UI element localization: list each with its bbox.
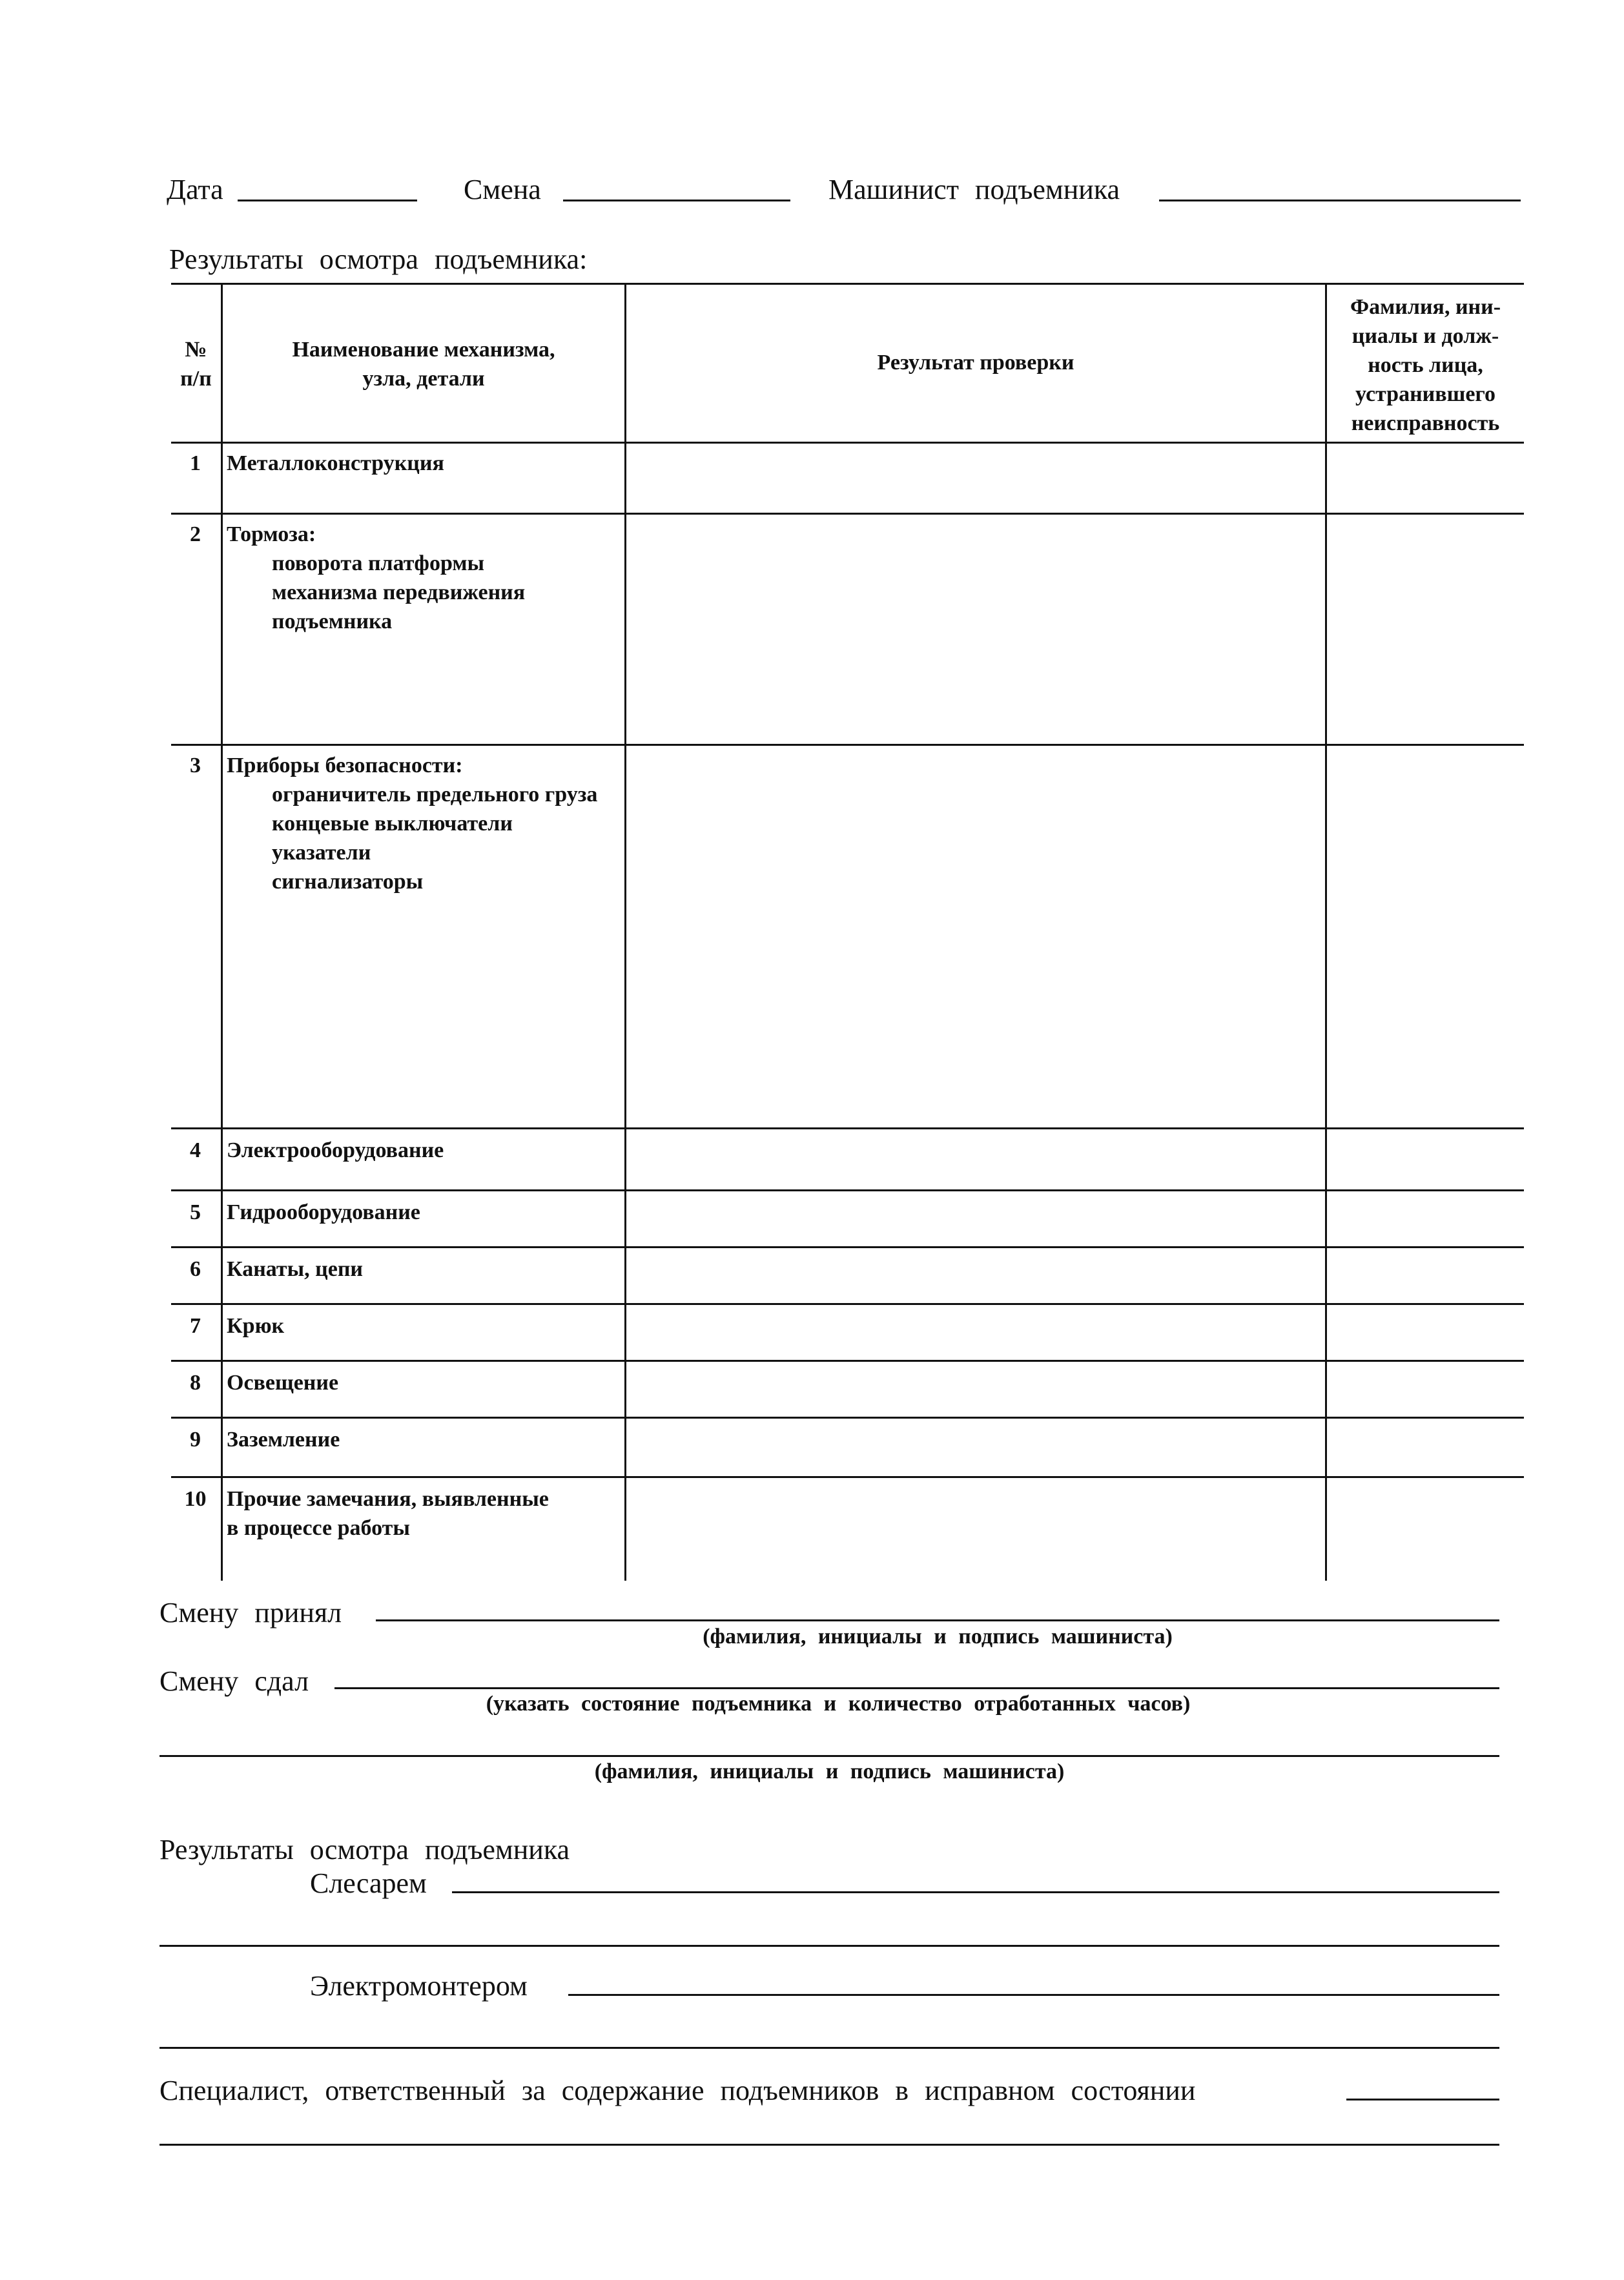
row-title: Металлоконструкция (227, 451, 444, 475)
locksmith-line[interactable] (452, 1891, 1499, 1893)
row-separator (171, 1303, 1524, 1305)
shift-handed-line-2[interactable] (159, 1755, 1499, 1757)
row-title: Заземление (227, 1428, 340, 1452)
date-field-line[interactable] (238, 200, 417, 201)
row-title: Канаты, цепи (227, 1257, 364, 1281)
row-separator (171, 1127, 1524, 1129)
shift-handed-label: Смену сдал (159, 1665, 309, 1697)
shift-accepted-line[interactable] (376, 1619, 1499, 1621)
shift-accepted-caption: (фамилия, инициалы и подпись машиниста) (703, 1625, 1173, 1648)
specialist-label: Специалист, ответственный за содержание подъемников в исправном состоянии (159, 2075, 1196, 2106)
row-separator (171, 513, 1524, 515)
operator-field-line[interactable] (1159, 200, 1521, 201)
shift-accepted-label: Смену принял (159, 1597, 342, 1628)
row-title: Освещение (227, 1371, 339, 1395)
column-divider (221, 283, 223, 1581)
section-title: Результаты осмотра подъемника: (169, 243, 588, 275)
row-title: Электрооборудование (227, 1138, 444, 1162)
specialist-line-2[interactable] (159, 2144, 1499, 2146)
row-number: 1 (190, 451, 201, 475)
table-top-border (171, 283, 1524, 285)
operator-label: Машинист подъемника (828, 174, 1120, 205)
column-divider (624, 283, 626, 1581)
row-separator (171, 1360, 1524, 1362)
row-separator (171, 1246, 1524, 1248)
row-number: 5 (190, 1200, 201, 1224)
inspection-title: Результаты осмотра подъемника (159, 1834, 570, 1865)
shift-handed-caption-2: (фамилия, инициалы и подпись машиниста) (594, 1760, 1065, 1783)
shift-handed-caption: (указать состояние подъемника и количество отработанных часов) (486, 1692, 1191, 1716)
specialist-line[interactable] (1346, 2099, 1499, 2100)
row-number: 6 (190, 1257, 201, 1281)
inspection-table (171, 283, 1524, 1581)
shift-label: Смена (464, 174, 541, 205)
date-label: Дата (167, 174, 223, 205)
shift-field-line[interactable] (563, 200, 790, 201)
column-divider (1325, 283, 1327, 1581)
row-number: 7 (190, 1314, 201, 1338)
row-title: Тормоза: поворота платформы механизма передвижения подъемника (227, 522, 526, 633)
shift-handed-line[interactable] (334, 1687, 1499, 1689)
electrician-line[interactable] (568, 1994, 1499, 1996)
header-person: Фамилия, ини- циалы и долж- ность лица, устранившего неисправность (1350, 295, 1501, 435)
row-title: Гидрооборудование (227, 1200, 420, 1224)
row-number: 4 (190, 1138, 201, 1162)
row-title: Прочие замечания, выявленные в процессе работы (227, 1487, 549, 1540)
header-result: Результат проверки (877, 351, 1074, 375)
header-name: Наименование механизма, узла, детали (292, 338, 555, 391)
locksmith-line-2[interactable] (159, 1945, 1499, 1947)
row-separator (171, 1417, 1524, 1419)
row-number: 3 (190, 754, 201, 777)
locksmith-label: Слесарем (310, 1867, 427, 1899)
table-header-border (171, 442, 1524, 444)
row-number: 2 (190, 522, 201, 546)
row-number: 10 (184, 1487, 207, 1511)
row-separator (171, 744, 1524, 746)
row-title: Крюк (227, 1314, 285, 1338)
row-separator (171, 1189, 1524, 1191)
row-separator (171, 1476, 1524, 1478)
electrician-label: Электромонтером (310, 1970, 528, 2002)
row-number: 8 (190, 1371, 201, 1395)
row-number: 9 (190, 1428, 201, 1452)
electrician-line-2[interactable] (159, 2047, 1499, 2049)
header-number: № п/п (180, 338, 212, 391)
row-title: Приборы безопасности: ограничитель предельного груза концевые выключатели указатели сигнализаторы (227, 754, 598, 894)
